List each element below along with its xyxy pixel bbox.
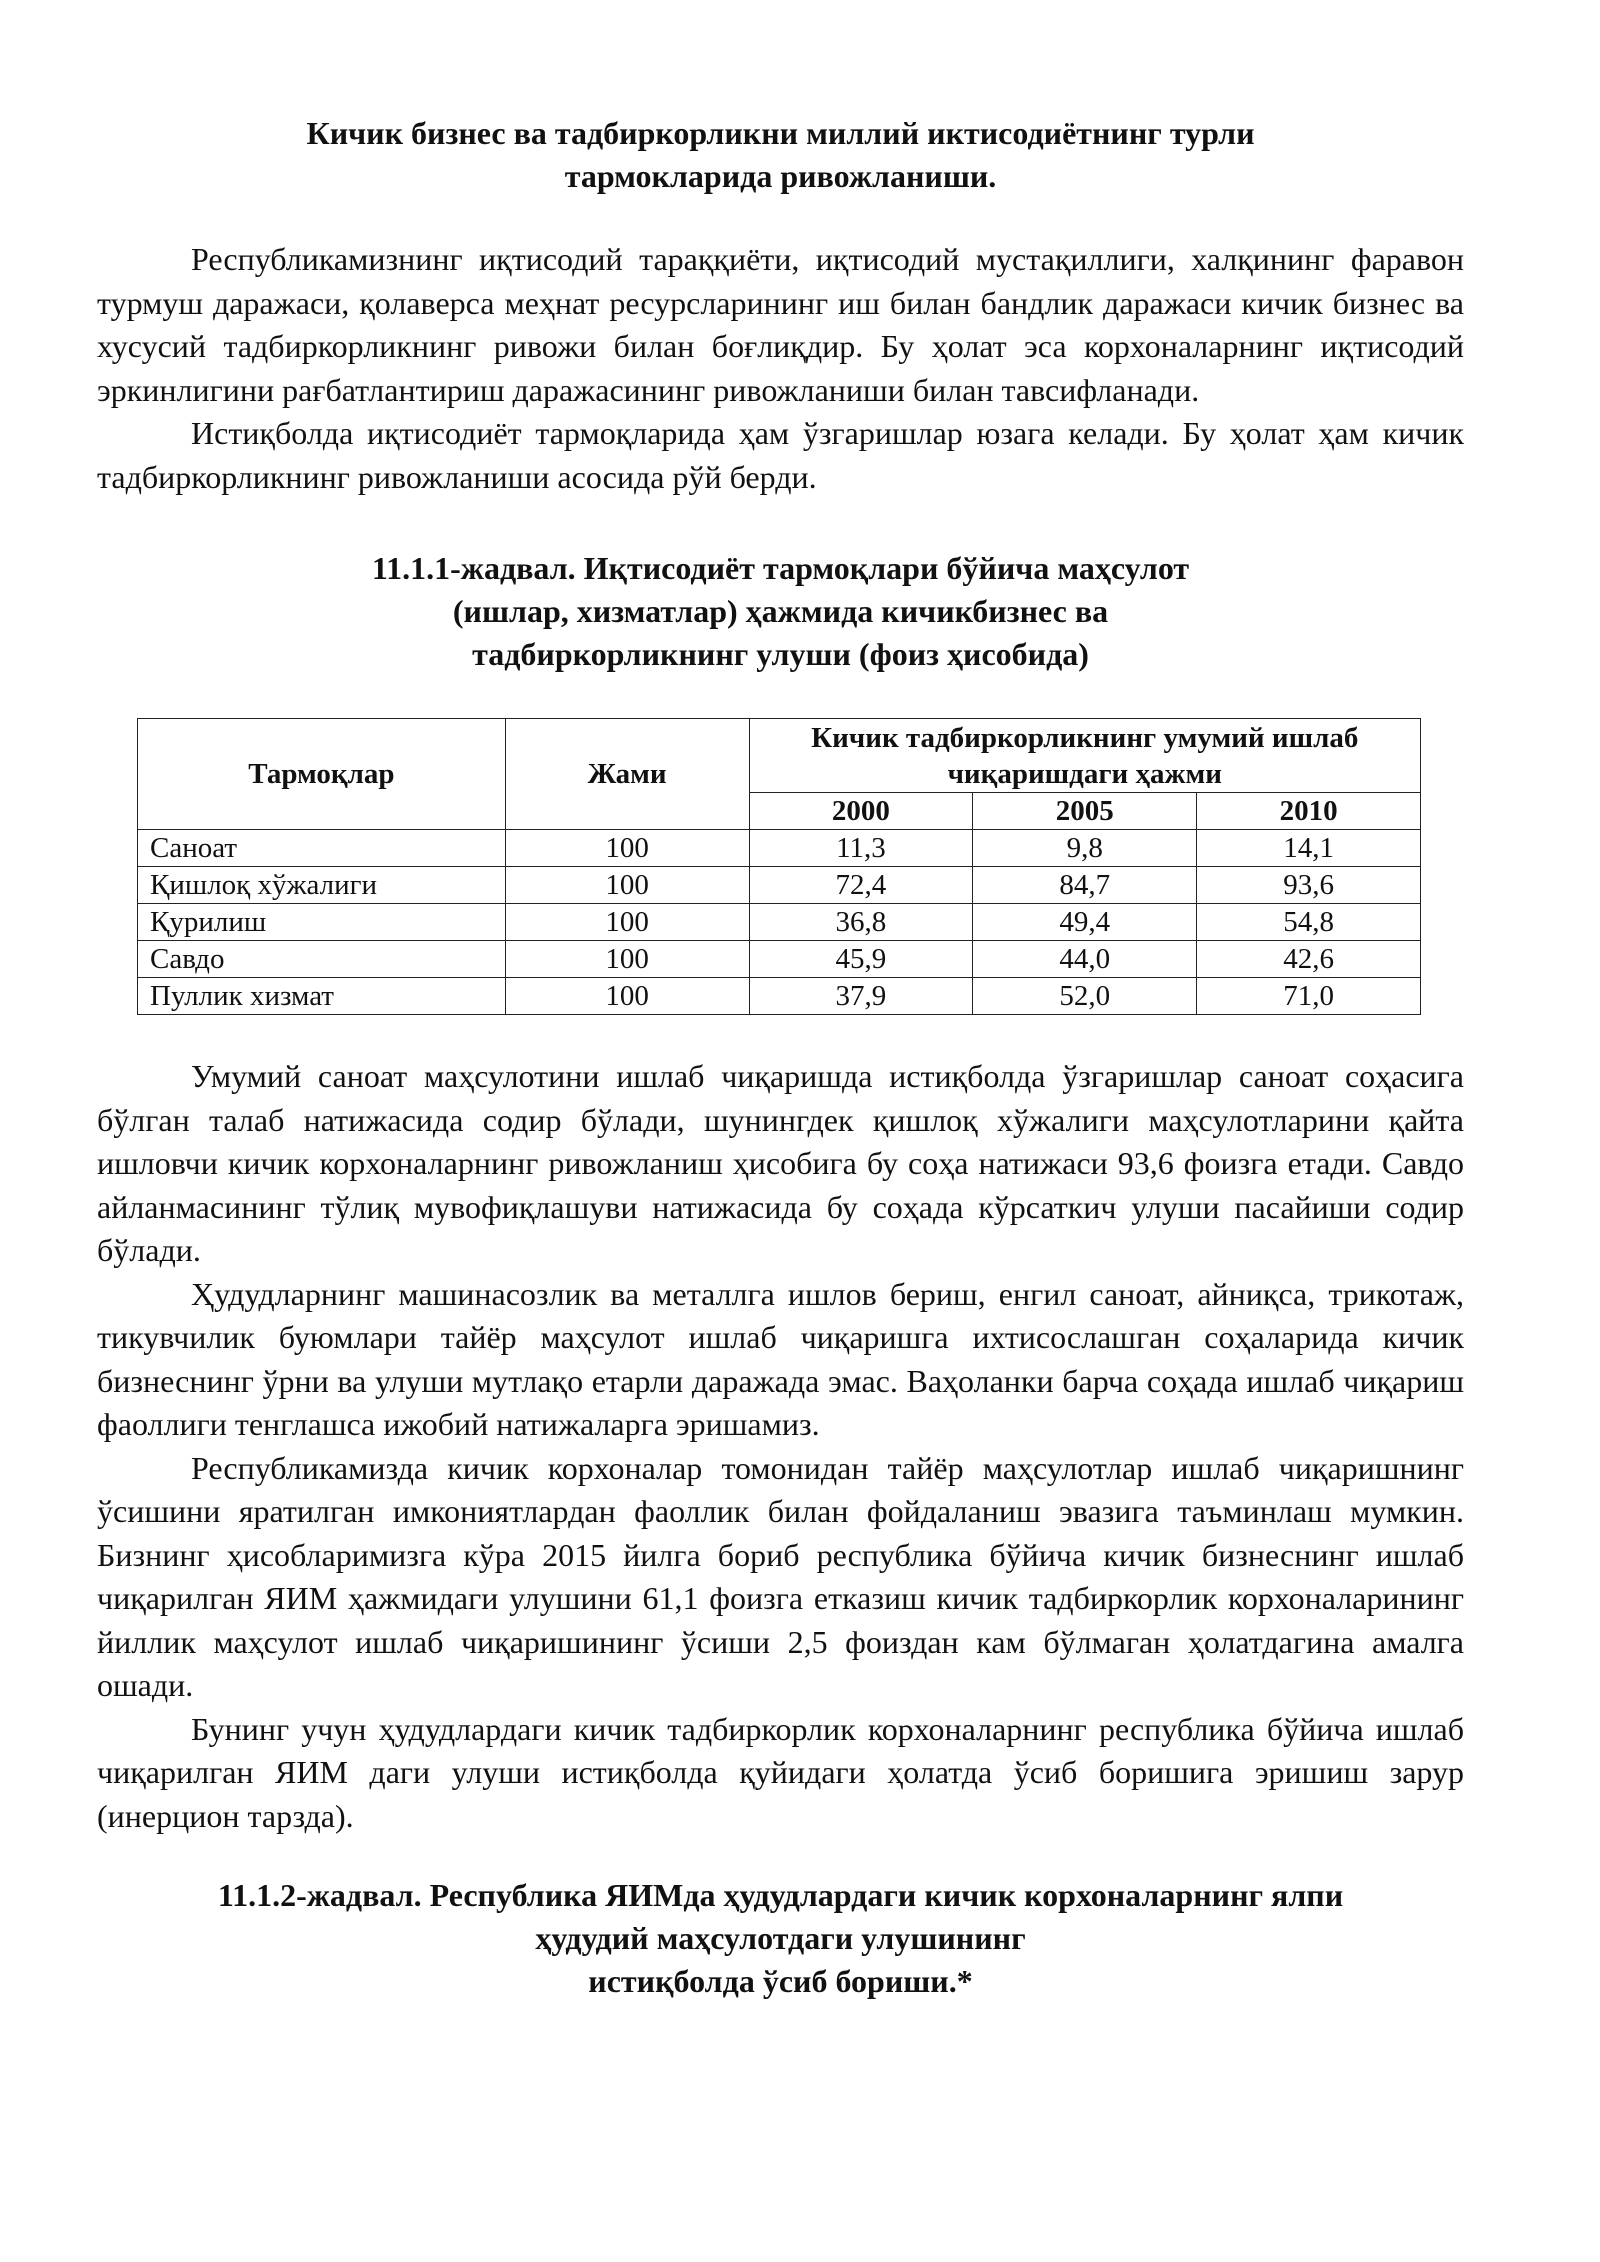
sector-share-table: [137, 718, 1421, 1015]
document-title-line-1: Кичик бизнес ва тадбиркорликни миллий иктисодиётнинг турли: [306, 115, 1255, 151]
cell-sector: Қурилиш: [138, 904, 506, 941]
body-section: [97, 1055, 1464, 1838]
header-year-2000: 2000: [749, 793, 973, 830]
cell-sector: Саноат: [138, 830, 506, 867]
cell-total: 100: [505, 830, 749, 867]
cell-value: 54,8: [1197, 904, 1421, 941]
intro-paragraph: Истиқболда иқтисодиёт тармоқларида ҳам ўзгаришлар юзага келади. Бу ҳолат ҳам кичик тадбиркорликнинг ривожланиши асосида рўй берди.: [97, 415, 1464, 495]
table1-caption-line: 11.1.1-жадвал. Иқтисодиёт тармоқлари бўйича маҳсулот: [371, 550, 1190, 586]
table1-caption-line: тадбиркорликнинг улуши (фоиз ҳисобида): [472, 636, 1089, 672]
cell-total: 100: [505, 904, 749, 941]
table2-caption: [97, 1874, 1464, 2003]
header-total: Жами: [505, 719, 749, 830]
cell-total: 100: [505, 978, 749, 1015]
cell-value: 42,6: [1197, 941, 1421, 978]
body-paragraph: Умумий саноат маҳсулотини ишлаб чиқаришда истиқболда ўзгаришлар саноат соҳасига бўлган талаб натижасида содир бўлади, шунингдек қишлоқ хўжалиги маҳсулотларини қайта ишловчи кичик корхоналарнинг ривожланиш ҳисобига бу соҳа натижаси 93,6 фоизга етади. Савдо айланмасининг тўлиқ мувофиқлашуви натижасида бу соҳада кўрсаткич улуши пасайиши содир бўлади.: [97, 1058, 1464, 1268]
table2-caption-line: истиқболда ўсиб бориши.*: [588, 1963, 973, 1999]
cell-value: 45,9: [749, 941, 973, 978]
document-title: [117, 112, 1444, 198]
cell-sector: Савдо: [138, 941, 506, 978]
table-row: [138, 978, 1421, 1015]
header-sector: Тармоқлар: [138, 719, 506, 830]
cell-total: 100: [505, 867, 749, 904]
header-year-2005: 2005: [973, 793, 1197, 830]
header-year-2010: 2010: [1197, 793, 1421, 830]
cell-value: 37,9: [749, 978, 973, 1015]
table-header-row: [138, 719, 1421, 793]
table1-caption-line: (ишлар, хизматлар) ҳажмида кичикбизнес ва: [452, 593, 1109, 629]
table2-caption-line: ҳудудий маҳсулотдаги улушининг: [535, 1920, 1026, 1956]
table-row: [138, 830, 1421, 867]
cell-value: 44,0: [973, 941, 1197, 978]
cell-value: 49,4: [973, 904, 1197, 941]
cell-sector: Қишлоқ хўжалиги: [138, 867, 506, 904]
table2-caption-line: 11.1.2-жадвал. Республика ЯИМда ҳудудлардаги кичик корхоналарнинг ялпи: [217, 1877, 1344, 1913]
cell-value: 84,7: [973, 867, 1197, 904]
cell-value: 72,4: [749, 867, 973, 904]
table1-caption: [97, 547, 1464, 676]
table-row: [138, 941, 1421, 978]
body-paragraph: Бунинг учун ҳудудлардаги кичик тадбиркорлик корхоналарнинг республика бўйича ишлаб чиқарилган ЯИМ даги улуши истиқболда қуйидаги ҳолатда ўсиб боришига эришиш зарур (инерцион тарзда).: [97, 1710, 1464, 1834]
intro-section: [97, 238, 1464, 499]
cell-value: 11,3: [749, 830, 973, 867]
cell-value: 9,8: [973, 830, 1197, 867]
cell-value: 14,1: [1197, 830, 1421, 867]
intro-paragraph: Республикамизнинг иқтисодий тараққиёти, иқтисодий мустақиллиги, халқининг фаравон турмуш даражаси, қолаверса меҳнат ресурсларининг иш билан бандлик даражаси кичик бизнес ва хусусий тадбиркорликнинг ривожи билан боғлиқдир. Бу ҳолат эса корхоналарнинг иқтисодий эркинлигини рағбатлантириш даражасининг ривожланиши билан тавсифланади.: [97, 241, 1464, 408]
cell-value: 36,8: [749, 904, 973, 941]
body-paragraph: Республикамизда кичик корхоналар томонидан тайёр маҳсулотлар ишлаб чиқаришнинг ўсишини яратилган имкониятлардан фаоллик билан фойдаланиш эвазига таъминлаш мумкин. Бизнинг ҳисобларимизга кўра 2015 йилга бориб республика бўйича кичик бизнеснинг ишлаб чиқарилган ЯИМ ҳажмидаги улушини 61,1 фоизга етказиш кичик тадбиркорлик корхоналарининг йиллик маҳсулот ишлаб чиқаришининг ўсиши 2,5 фоиздан кам бўлмаган ҳолатдагина амалга ошади.: [97, 1449, 1464, 1703]
header-small-business-volume: Кичик тадбиркорликнинг умумий ишлаб чиқаришдаги ҳажми: [749, 719, 1420, 793]
table-row: [138, 867, 1421, 904]
cell-value: 52,0: [973, 978, 1197, 1015]
cell-value: 93,6: [1197, 867, 1421, 904]
cell-total: 100: [505, 941, 749, 978]
body-paragraph: Ҳудудларнинг машинасозлик ва металлга ишлов бериш, енгил саноат, айниқса, трикотаж, тикувчилик буюмлари тайёр маҳсулот ишлаб чиқаришга ихтисослашган соҳаларида кичик бизнеснинг ўрни ва улуши мутлақо етарли даражада эмас. Ваҳоланки барча соҳада ишлаб чиқариш фаоллиги тенглашса ижобий натижаларга эришамиз.: [97, 1275, 1464, 1442]
cell-sector: Пуллик хизмат: [138, 978, 506, 1015]
cell-value: 71,0: [1197, 978, 1421, 1015]
table-row: [138, 904, 1421, 941]
document-title-line-2: тармокларида ривожланиши.: [564, 158, 997, 194]
